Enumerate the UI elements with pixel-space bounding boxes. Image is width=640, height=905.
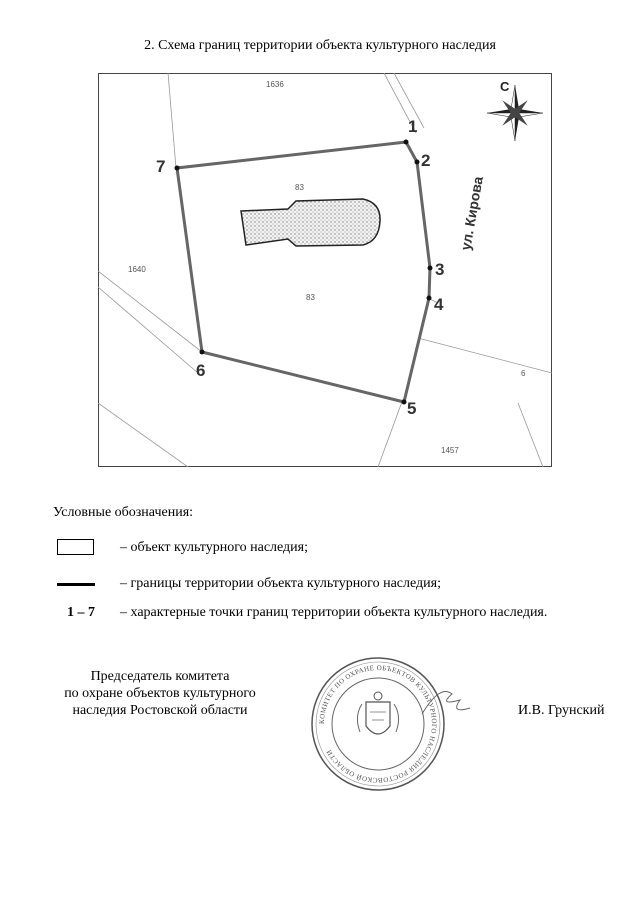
parcel-label: 83 [306, 293, 315, 302]
legend-object-symbol [57, 539, 94, 555]
coat-of-arms-icon [357, 692, 398, 734]
point-label-6: 6 [196, 361, 206, 380]
point-label-3: 3 [435, 260, 445, 279]
point-label-5: 5 [407, 399, 417, 418]
parcel-label: 1636 [266, 80, 284, 89]
parcel-label: 1457 [441, 446, 459, 455]
signatory-position [50, 668, 270, 719]
legend-boundary-symbol [57, 583, 95, 586]
street-label: ул. Кирова [457, 175, 486, 252]
stamp-ring-text: КОМИТЕТ ПО ОХРАНЕ ОБЪЕКТОВ КУЛЬТУРНОГО НАСЛЕДИЯ РОСТОВСКОЙ ОБЛАСТИ [317, 663, 439, 785]
boundary-map [98, 73, 552, 467]
legend-title: Условные обозначения: [53, 505, 194, 520]
point-label-4: 4 [434, 295, 444, 314]
official-stamp [300, 654, 480, 794]
legend-points-label: 1 – 7 [67, 605, 95, 620]
point-label-2: 2 [421, 151, 431, 170]
page-title: 2. Схема границ территории объекта культурного наследия [144, 38, 496, 53]
position-line: наследия Ростовской области [72, 703, 248, 718]
legend-points-text: – характерные точки границ территории объекта культурного наследия. [120, 605, 548, 620]
point-label-1: 1 [408, 117, 418, 136]
signatory-name: И.В. Грунский [518, 703, 605, 718]
parcel-label: 6 [521, 369, 526, 378]
position-line: по охране объектов культурного [64, 686, 256, 701]
legend-object-text: – объект культурного наследия; [120, 540, 308, 555]
legend-boundary-text: – границы территории объекта культурного наследия; [120, 576, 441, 591]
map-frame [99, 74, 552, 467]
svg-text:КОМИТЕТ ПО ОХРАНЕ ОБЪЕКТОВ КУЛ [318, 664, 438, 784]
point-label-7: 7 [156, 157, 166, 176]
parcel-label: 1640 [128, 265, 146, 274]
compass-north-label: С [500, 79, 510, 94]
position-line: Председатель комитета [90, 669, 230, 684]
parcel-label: 83 [295, 183, 304, 192]
